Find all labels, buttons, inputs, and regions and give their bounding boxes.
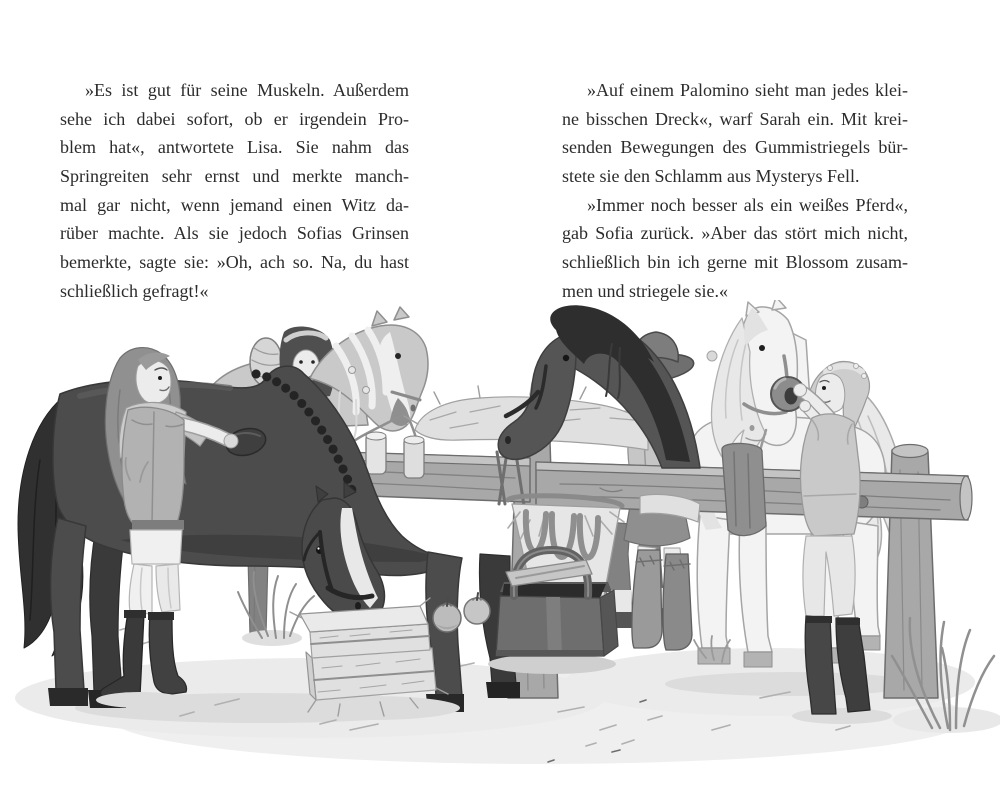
hand (794, 384, 807, 397)
text-line: rüber machte. Als sie jedoch Sofias Grinsen (60, 223, 409, 244)
hand (224, 434, 238, 448)
grooming-caddy (496, 650, 604, 656)
palomino-head (372, 307, 409, 326)
dark-horse-at-hay-net (505, 436, 511, 444)
girl-with-curry-comb (792, 708, 892, 724)
girl-with-headband (311, 360, 315, 364)
eye (395, 353, 401, 359)
hind-leg (90, 528, 124, 692)
text-line: ne bisschen Dreck«, warf Sarah ein. Mit krei- (562, 108, 908, 129)
hitching-rail (960, 476, 972, 520)
text-line: blem hat«, antwortete Lisa. Sie nahm das (60, 137, 409, 158)
torso (800, 414, 860, 536)
left-text-column (60, 76, 409, 306)
bay-horse (486, 682, 520, 698)
eye (563, 355, 569, 361)
illustration-horses-grooming (0, 300, 1000, 800)
text-line: »Auf einem Palomino sieht man jedes klei- (587, 80, 908, 100)
breeches (130, 530, 182, 564)
boot (149, 614, 186, 694)
text-line: schließlich gefragt!« (60, 280, 209, 301)
text-line: senden Bewegungen des Gummistriegels bür- (562, 137, 908, 158)
eye (759, 345, 765, 351)
face (136, 360, 171, 403)
text-line: »Immer noch besser als ein weißes Pferd«, (587, 194, 908, 215)
palomino-head (349, 367, 356, 374)
rail-blanket (722, 443, 766, 535)
palomino-head (363, 387, 370, 394)
grass-tufts (242, 630, 302, 646)
grooming-caddy (546, 597, 562, 656)
text-line: Springreiten sehr ernst und merkte manch- (60, 166, 409, 187)
rail-blanket (722, 443, 766, 535)
hand (800, 401, 811, 412)
bandage-roll (366, 432, 386, 440)
bay-horse (317, 547, 319, 549)
right-text-column (562, 76, 908, 306)
illustration-horses-grooming (0, 300, 1000, 800)
girl-grooming-bay-horse (158, 376, 162, 380)
girl-with-curry-comb (854, 364, 859, 369)
cowboy-boot (663, 554, 692, 650)
text-line: men und striegele sie.« (562, 280, 728, 301)
bandage-roll (404, 436, 424, 444)
flower (707, 351, 717, 361)
leg (697, 515, 730, 648)
palomino-head (411, 405, 416, 412)
leg (739, 518, 772, 652)
text-line: bemerkte, sagte sie: »Oh, ach so. Na, du hast (60, 252, 409, 273)
girl-with-curry-comb (822, 386, 826, 390)
apple (464, 598, 490, 624)
belt (132, 520, 184, 530)
text-line: gab Sofia zurück. »Aber das stört mich nicht, (562, 223, 908, 244)
text-line: sehe ich dabei sofort, ob er irgendein Pro- (60, 108, 409, 129)
hind-leg (51, 518, 86, 690)
girl-grooming-bay-horse (96, 692, 184, 708)
text-line: schließlich bin ich gerne mit Blossom zusam- (562, 252, 908, 273)
apples (477, 593, 478, 600)
text-line: »Es ist gut für seine Muskeln. Außerdem (85, 80, 409, 100)
bay-horse (355, 602, 361, 610)
cowboy-boot (632, 550, 662, 648)
grooming-caddy (488, 654, 616, 674)
girl-with-curry-comb (828, 366, 833, 371)
hitching-rail (892, 445, 928, 458)
text-line: stete sie den Schlamm aus Mysterys Fell. (562, 166, 860, 187)
apples (447, 598, 448, 606)
text-line: mal gar nicht, wenn jemand einen Witz da- (60, 194, 409, 215)
girl-with-headband (299, 360, 303, 364)
girl-with-curry-comb (862, 374, 867, 379)
bay-horse (48, 688, 88, 706)
white-horse (750, 425, 755, 431)
